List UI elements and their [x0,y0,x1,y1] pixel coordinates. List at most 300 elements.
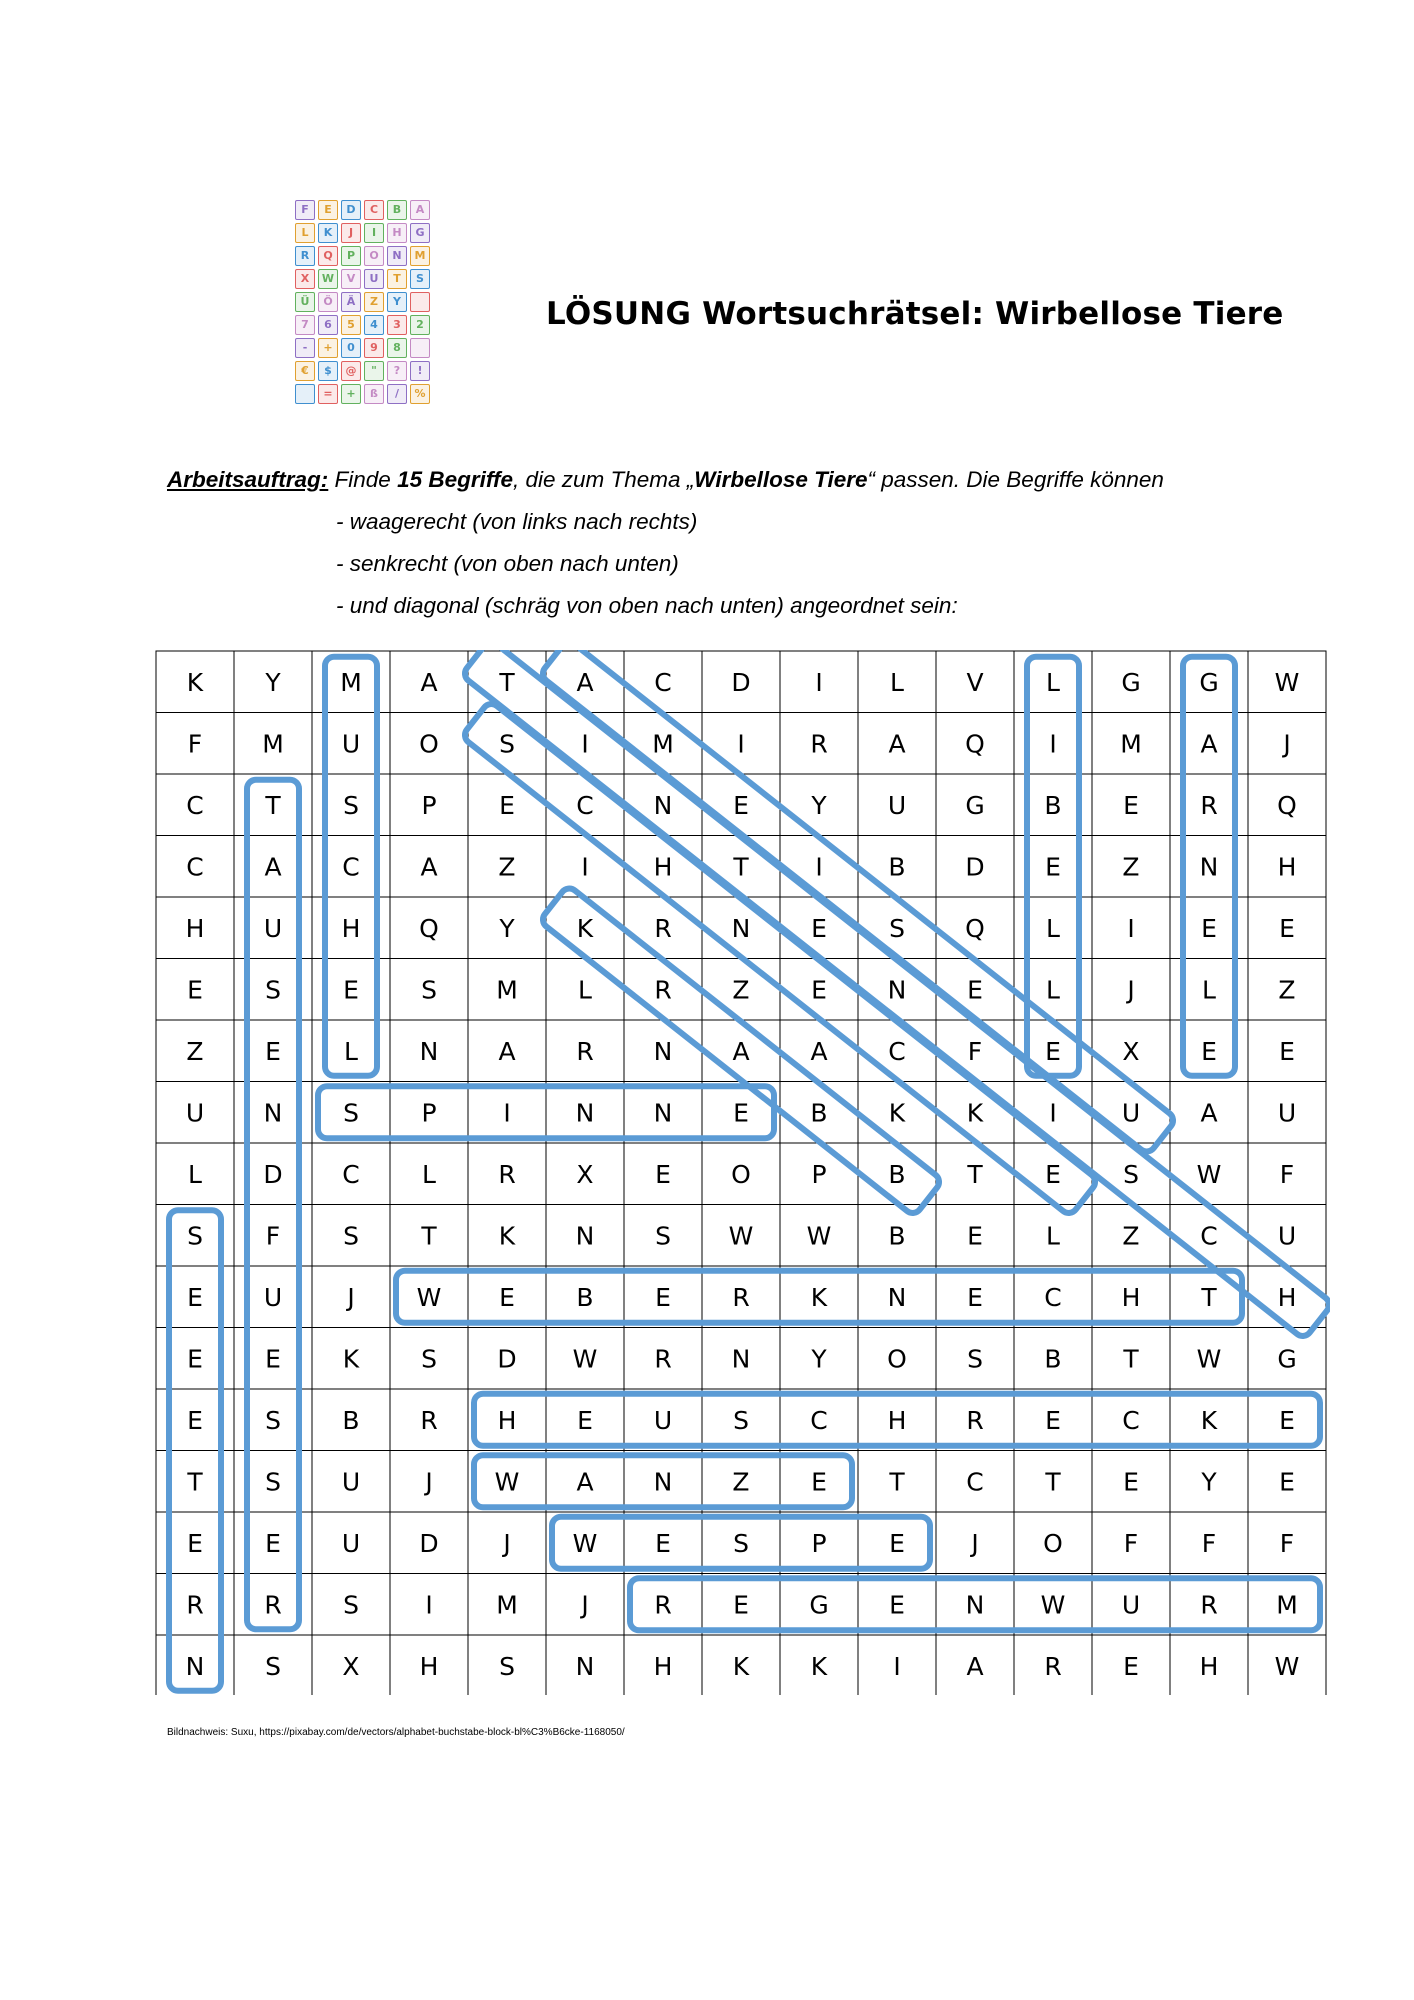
grid-letter: E [1123,1651,1139,1681]
grid-letter: Y [811,1344,827,1374]
grid-letter: T [499,667,515,697]
grid-letter: C [342,1159,360,1189]
letter-block: Ä [341,292,361,312]
grid-letter: L [578,975,592,1005]
grid-letter: O [1043,1528,1063,1558]
instructions-text [167,465,1164,495]
grid-letter: U [887,790,907,820]
grid-letter: N [887,975,907,1005]
grid-letter: R [186,1590,204,1620]
grid-letter: E [1045,1036,1061,1066]
grid-letter: Q [419,913,439,943]
grid-letter: E [889,1590,905,1620]
grid-letter: J [503,1528,511,1558]
grid-letter: C [966,1467,984,1497]
grid-letter: E [577,1405,593,1435]
letter-block: @ [341,361,361,381]
grid-letter: N [419,1036,439,1066]
letter-block: ! [410,361,430,381]
grid-letter: E [733,1590,749,1620]
letter-block: " [364,361,384,381]
instructions-bullet-diagonal: - und diagonal (schräg von oben nach unten) angeordnet sein: [336,593,958,618]
grid-letter: X [1122,1036,1140,1066]
grid-letter: R [1200,790,1218,820]
instructions-topic: Wirbellose Tiere [694,467,868,492]
grid-letter: E [265,1036,281,1066]
grid-letter: J [1283,729,1291,759]
grid-letter: C [1044,1282,1062,1312]
grid-letter: E [1279,1405,1295,1435]
grid-letter: D [497,1344,517,1374]
grid-letter: I [1049,1098,1057,1128]
grid-letter: K [342,1344,360,1374]
grid-letter: E [265,1344,281,1374]
instructions-count: 15 Begriffe [397,467,513,492]
letter-block: O [364,246,384,266]
grid-letter: E [187,975,203,1005]
grid-letter: J [425,1467,433,1497]
grid-letter: W [572,1528,598,1558]
grid-letter: S [187,1221,203,1251]
grid-letter: M [1276,1590,1298,1620]
grid-letter: I [581,852,589,882]
letter-block: Z [364,292,384,312]
grid-letter: E [187,1405,203,1435]
grid-letter: S [1123,1159,1139,1189]
grid-letter: Z [498,852,516,882]
grid-letter: C [1122,1405,1140,1435]
grid-letter: D [965,852,985,882]
grid-letter: K [576,913,594,943]
image-credit: Bildnachweis: Suxu, https://pixabay.com/de/vectors/alphabet-buchstabe-block-bl%C3%B6cke-1168050/ [167,1727,625,1738]
grid-letter: C [186,852,204,882]
instructions-part3: “ passen. Die Begriffe können [867,467,1164,492]
letter-block [410,338,430,358]
grid-letter: U [341,1528,361,1558]
grid-letter: W [1196,1159,1222,1189]
letter-block: C [364,200,384,220]
grid-letter: U [1277,1221,1297,1251]
grid-letter: R [498,1159,516,1189]
letter-block: R [295,246,315,266]
grid-letter: S [421,1344,437,1374]
letter-block: € [295,361,315,381]
letter-block: ? [387,361,407,381]
grid-letter: J [971,1528,979,1558]
grid-letter: N [575,1098,595,1128]
grid-letter: G [965,790,985,820]
grid-letter: S [343,1221,359,1251]
grid-letter: S [343,1590,359,1620]
grid-letter: E [1201,913,1217,943]
grid-letter: H [1277,852,1297,882]
letter-block: 9 [364,338,384,358]
letter-block: S [410,269,430,289]
grid-letter: Y [1201,1467,1217,1497]
grid-letter: R [966,1405,984,1435]
grid-letter: N [653,1036,673,1066]
grid-letter: P [811,1528,827,1558]
grid-letter: T [967,1159,983,1189]
letter-block: Y [387,292,407,312]
grid-letter: R [732,1282,750,1312]
grid-letter: B [1044,1344,1062,1374]
letter-block: 5 [341,315,361,335]
grid-letter: I [893,1651,901,1681]
grid-letter: M [340,667,362,697]
grid-letter: A [1200,1098,1218,1128]
grid-letter: G [809,1590,829,1620]
grid-letter: Q [965,729,985,759]
grid-letter: H [419,1651,439,1681]
grid-letter: L [890,667,904,697]
grid-letter: E [733,1098,749,1128]
grid-letter: E [967,975,983,1005]
grid-letter: S [265,1405,281,1435]
letter-block: Q [318,246,338,266]
grid-letter: N [731,913,751,943]
grid-letter: N [575,1221,595,1251]
grid-letter: E [967,1282,983,1312]
grid-letter: E [811,975,827,1005]
letter-block: P [341,246,361,266]
grid-letter: I [1127,913,1135,943]
grid-letter: B [1044,790,1062,820]
grid-letter: O [887,1344,907,1374]
grid-letter: H [887,1405,907,1435]
grid-letter: E [187,1282,203,1312]
grid-letter: C [342,852,360,882]
grid-letter: T [1123,1344,1139,1374]
letter-block: ß [364,384,384,404]
grid-letter: Q [1277,790,1297,820]
letter-block: = [318,384,338,404]
letter-block: X [295,269,315,289]
instructions-part2: , die zum Thema „ [512,467,695,492]
grid-letter: W [416,1282,442,1312]
grid-letter: H [653,852,673,882]
grid-letter: I [815,852,823,882]
grid-letter: W [806,1221,832,1251]
grid-letter: E [811,1467,827,1497]
grid-letter: Z [186,1036,204,1066]
letter-block: 8 [387,338,407,358]
grid-letter: W [1274,667,1300,697]
grid-letter: B [888,852,906,882]
letter-block: - [295,338,315,358]
grid-letter: W [1040,1590,1066,1620]
grid-letter: S [733,1405,749,1435]
grid-letter: Y [265,667,281,697]
grid-letter: E [967,1221,983,1251]
letter-block: N [387,246,407,266]
letter-block: G [410,223,430,243]
grid-letter: F [265,1221,281,1251]
grid-letter: T [1201,1282,1217,1312]
grid-letter: R [576,1036,594,1066]
grid-letter: U [263,913,283,943]
grid-letter: E [1279,1036,1295,1066]
grid-letter: E [499,1282,515,1312]
grid-letter: B [342,1405,360,1435]
grid-letter: E [187,1528,203,1558]
grid-letter: E [655,1282,671,1312]
letter-block: 3 [387,315,407,335]
letter-block: F [295,200,315,220]
grid-letter: Z [1122,1221,1140,1251]
grid-letter: R [654,913,672,943]
grid-letter: L [188,1159,202,1189]
grid-letter: I [1049,729,1057,759]
grid-letter: R [420,1405,438,1435]
grid-letter: Y [499,913,515,943]
grid-letter: M [496,975,518,1005]
grid-letter: M [652,729,674,759]
grid-letter: K [966,1098,984,1128]
grid-letter: B [888,1221,906,1251]
grid-letter: H [1199,1651,1219,1681]
grid-letter: U [263,1282,283,1312]
grid-letter: S [265,975,281,1005]
grid-letter: N [731,1344,751,1374]
grid-letter: R [654,1590,672,1620]
grid-letter: E [499,790,515,820]
grid-letter: L [1046,667,1060,697]
grid-letter: H [1121,1282,1141,1312]
grid-letter: L [422,1159,436,1189]
grid-letter: E [265,1528,281,1558]
letter-block: 0 [341,338,361,358]
letter-block: 7 [295,315,315,335]
instructions-part1: Finde [328,467,398,492]
letter-block: % [410,384,430,404]
grid-letter: L [1046,913,1060,943]
grid-letter: A [498,1036,516,1066]
grid-letter: S [499,729,515,759]
grid-letter: E [1201,1036,1217,1066]
grid-letter: C [1200,1221,1218,1251]
grid-letter: I [581,729,589,759]
grid-letter: E [889,1528,905,1558]
grid-letter: O [731,1159,751,1189]
letter-block: H [387,223,407,243]
grid-letter: S [343,1098,359,1128]
grid-letter: L [1202,975,1216,1005]
grid-letter: E [1123,1467,1139,1497]
grid-letter: D [263,1159,283,1189]
grid-letter: F [1279,1159,1295,1189]
grid-letter: F [1201,1528,1217,1558]
grid-letter: X [576,1159,594,1189]
grid-letter: H [1277,1282,1297,1312]
instructions-bullet-horizontal: - waagerecht (von links nach rechts) [336,509,698,534]
letter-block: U [364,269,384,289]
grid-letter: P [811,1159,827,1189]
grid-letter: D [731,667,751,697]
grid-letter: E [1279,1467,1295,1497]
grid-letter: E [1045,1159,1061,1189]
grid-letter: Z [732,975,750,1005]
grid-letter: A [888,729,906,759]
grid-letter: S [499,1651,515,1681]
grid-letter: D [419,1528,439,1558]
grid-letter: W [1274,1651,1300,1681]
grid-letter: C [888,1036,906,1066]
grid-letter: M [496,1590,518,1620]
letter-block: + [341,384,361,404]
grid-letter: W [494,1467,520,1497]
letter-block: E [318,200,338,220]
grid-letter: M [1120,729,1142,759]
grid-letter: T [187,1467,203,1497]
grid-letter: U [1277,1098,1297,1128]
grid-letter: N [575,1651,595,1681]
grid-letter: S [733,1528,749,1558]
grid-letter: C [810,1405,828,1435]
grid-letter: W [728,1221,754,1251]
letter-block: $ [318,361,338,381]
grid-letter: U [341,729,361,759]
letter-block: Ü [295,292,315,312]
grid-letter: S [655,1221,671,1251]
grid-letter: K [810,1282,828,1312]
grid-letter: G [1277,1344,1297,1374]
grid-letter: S [265,1467,281,1497]
grid-letter: E [655,1159,671,1189]
grid-letter: J [347,1282,355,1312]
grid-letter: H [497,1405,517,1435]
grid-letter: E [733,790,749,820]
grid-letter: L [344,1036,358,1066]
grid-letter: V [966,667,984,697]
grid-letter: A [1200,729,1218,759]
grid-letter: T [889,1467,905,1497]
grid-letter: X [342,1651,360,1681]
grid-letter: Z [1278,975,1296,1005]
grid-letter: A [576,1467,594,1497]
grid-letter: L [1046,975,1060,1005]
grid-letter: N [653,1098,673,1128]
grid-letter: B [810,1098,828,1128]
letter-block: I [364,223,384,243]
grid-letter: E [1045,1405,1061,1435]
grid-letter: U [1121,1590,1141,1620]
grid-letter: T [1045,1467,1061,1497]
letter-block: B [387,200,407,220]
grid-letter: F [187,729,203,759]
grid-letter: M [262,729,284,759]
grid-letter: E [343,975,359,1005]
grid-letter: N [887,1282,907,1312]
grid-letter: F [967,1036,983,1066]
grid-letter: A [264,852,282,882]
letter-block: K [318,223,338,243]
instructions-bullet-vertical: - senkrecht (von oben nach unten) [336,551,679,576]
grid-letter: U [1121,1098,1141,1128]
grid-letter: S [889,913,905,943]
grid-letter: T [421,1221,437,1251]
grid-letter: G [1199,667,1219,697]
grid-letter: U [185,1098,205,1128]
grid-letter: K [186,667,204,697]
word-search-grid [155,650,1330,1695]
grid-letter: Y [811,790,827,820]
grid-letter: N [185,1651,205,1681]
letter-block: D [341,200,361,220]
grid-letter: K [1200,1405,1218,1435]
grid-letter: S [265,1651,281,1681]
grid-letter: S [343,790,359,820]
grid-letter: L [1046,1221,1060,1251]
grid-letter: E [1045,852,1061,882]
grid-letter: H [341,913,361,943]
grid-letter: O [419,729,439,759]
letter-block: A [410,200,430,220]
letter-block: 4 [364,315,384,335]
letter-block: 2 [410,315,430,335]
grid-letter: I [815,667,823,697]
grid-letter: A [732,1036,750,1066]
grid-letter: S [967,1344,983,1374]
letter-block: W [318,269,338,289]
grid-letter: B [888,1159,906,1189]
letter-block: V [341,269,361,289]
grid-letter: A [966,1651,984,1681]
grid-letter: K [498,1221,516,1251]
letter-block: T [387,269,407,289]
grid-letter: Z [1122,852,1140,882]
page-title: LÖSUNG Wortsuchrätsel: Wirbellose Tiere [546,296,1284,332]
grid-letter: I [425,1590,433,1620]
grid-letter: A [420,667,438,697]
grid-letter: H [185,913,205,943]
grid-letter: R [810,729,828,759]
grid-letter: I [737,729,745,759]
grid-letter: C [654,667,672,697]
grid-letter: Q [965,913,985,943]
grid-letter: T [265,790,281,820]
grid-letter: K [888,1098,906,1128]
letter-block: + [318,338,338,358]
grid-letter: I [503,1098,511,1128]
grid-letter: E [655,1528,671,1558]
grid-letter: W [572,1344,598,1374]
grid-letter: E [1123,790,1139,820]
grid-letter: N [965,1590,985,1620]
grid-letter: J [581,1590,589,1620]
letter-block [295,384,315,404]
grid-letter: W [1196,1344,1222,1374]
letter-block: L [295,223,315,243]
grid-letter: Z [732,1467,750,1497]
grid-letter: S [421,975,437,1005]
grid-letter: E [187,1344,203,1374]
grid-letter: E [1279,913,1295,943]
grid-letter: E [811,913,827,943]
letter-block: / [387,384,407,404]
grid-letter: R [1200,1590,1218,1620]
grid-letter: U [341,1467,361,1497]
grid-letter: P [421,790,437,820]
letter-block: Ö [318,292,338,312]
grid-letter: T [733,852,749,882]
grid-letter: R [1044,1651,1062,1681]
grid-letter: F [1279,1528,1295,1558]
grid-letter: A [576,667,594,697]
instructions-label: Arbeitsauftrag: [167,467,329,492]
letter-block [410,292,430,312]
grid-letter: J [1127,975,1135,1005]
